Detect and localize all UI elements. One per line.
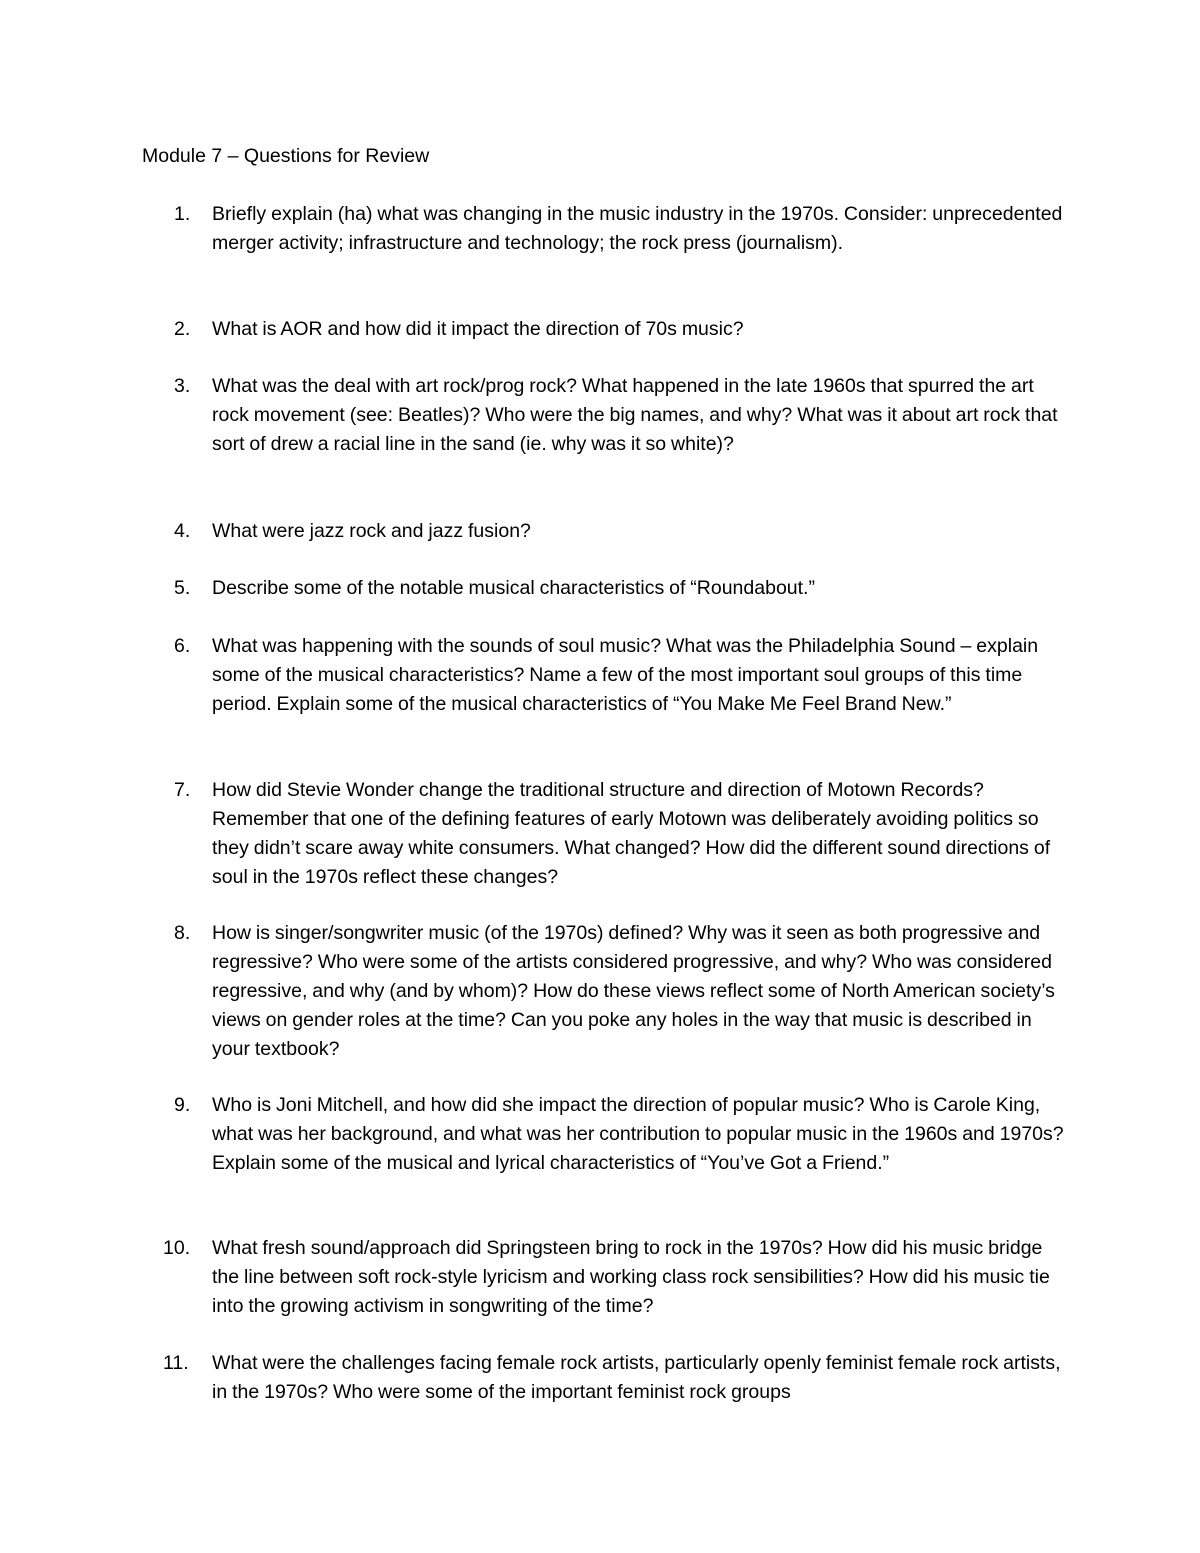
question-text: Who is Joni Mitchell, and how did she impact the direction of popular music? Who is Carole King, what was her background, and what was her contribution to popular music in the 1960s and 1970s? Explain some of the musical and lyrical characteristics of “You’ve Got a Friend.” [212, 1094, 1064, 1174]
question-text: Describe some of the notable musical characteristics of “Roundabout.” [212, 577, 815, 599]
question-number: 5. [174, 577, 191, 599]
question-text: What were jazz rock and jazz fusion? [212, 520, 531, 542]
question-number: 3. [174, 375, 191, 397]
question-text: What were the challenges facing female rock artists, particularly openly feminist female rock artists, in the 1970s? Who were some of the important feminist rock groups [212, 1352, 1061, 1403]
question-text: How is singer/songwriter music (of the 1970s) defined? Why was it seen as both progressive and regressive? Who were some of the artists considered progressive, and why? Who was considered regressive, and why (and by whom)? How do these views reflect some of North American society’s views on gender roles at the time? Can you poke any holes in the way that music is described in your textbook? [212, 922, 1055, 1060]
question-number: 1. [174, 203, 191, 225]
question-number: 2. [174, 318, 191, 340]
question-number: 6. [174, 635, 191, 657]
question-text: What was happening with the sounds of soul music? What was the Philadelphia Sound – explain some of the musical characteristics? Name a few of the most important soul groups of this time period. Explain some of the musical characteristics of “You Make Me Feel Brand New.” [212, 635, 1039, 715]
question-text: Briefly explain (ha) what was changing in the music industry in the 1970s. Consider: unprecedented merger activity; infrastructure and technology; the rock press (journalism). [212, 203, 1063, 254]
question-number: 8. [174, 922, 191, 944]
question-text: What was the deal with art rock/prog rock? What happened in the late 1960s that spurred the art rock movement (see: Beatles)? Who were the big names, and why? What was it about art rock that sort of drew a racial line in the sand (ie. why was it so white)? [212, 375, 1058, 455]
question-text: What is AOR and how did it impact the direction of 70s music? [212, 318, 744, 340]
question-number: 9. [174, 1094, 191, 1116]
question-number: 10. [163, 1237, 191, 1259]
question-text: How did Stevie Wonder change the traditional structure and direction of Motown Records? Remember that one of the defining features of early Motown was deliberately avoiding politics so they didn’t scare away white consumers. What changed? How did the different sound directions of soul in the 1970s reflect these changes? [212, 779, 1051, 888]
question-number: 4. [174, 520, 191, 542]
question-number: 11. [163, 1352, 189, 1374]
question-text: What fresh sound/approach did Springsteen bring to rock in the 1970s? How did his music bridge the line between soft rock-style lyricism and working class rock sensibilities? How did his music tie into the growing activism in songwriting of the time? [212, 1237, 1050, 1317]
question-number: 7. [174, 779, 191, 801]
page-title: Module 7 – Questions for Review [142, 145, 430, 167]
